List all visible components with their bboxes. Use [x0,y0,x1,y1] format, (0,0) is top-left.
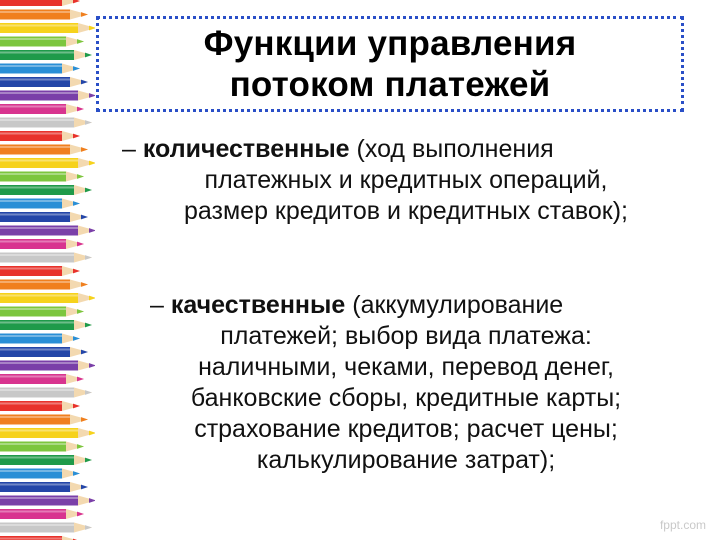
pencil [0,320,92,330]
pencil [0,37,84,47]
pencil [0,482,88,492]
pencil [0,212,88,222]
paragraph-line: страхование кредитов; расчет цены; [194,415,618,443]
paragraph-line: платежных и кредитных операций, [204,166,608,194]
pencil [0,77,88,87]
pencil [0,361,95,371]
pencil [0,307,84,317]
title-frame [96,16,684,112]
pencil [0,455,92,465]
bullet-dash: – [150,291,171,319]
pencil [0,536,80,540]
pencil [0,442,84,452]
watermark: fppt.com [659,518,706,532]
paragraph-text: (аккумулирование [345,291,564,319]
pencil [0,0,80,6]
pencil [0,334,80,344]
pencil [0,64,80,74]
term-qualitative: качественные [170,291,346,319]
paragraph-line [110,290,702,321]
pencil [0,374,84,384]
paragraph-text: (ход выполнения [349,135,554,163]
pencil [0,158,95,168]
qualitative-functions-paragraph [110,290,702,476]
pencil [0,509,84,519]
slide-title-line-1: Функции управления [203,24,577,63]
paragraph-line: платежей; выбор вида платежа: [220,322,592,350]
pencil [0,293,95,303]
pencil [0,280,88,290]
paragraph-line [110,134,702,165]
pencil [0,253,92,263]
pencil [0,50,92,60]
pencil [0,469,80,479]
pencil [0,145,88,155]
pencil [0,347,88,357]
paragraph-line: банковские сборы, кредитные карты; [190,384,622,412]
pencil [0,239,84,249]
colored-pencils-icon [0,0,95,540]
pencil [0,428,95,438]
pencil [0,23,95,33]
pencil [0,185,92,195]
pencil [0,10,88,20]
pencil [0,91,95,101]
paragraph-line: наличными, чеками, перевод денег, [198,353,614,381]
pencil [0,172,84,182]
slide-title-line-2: потоком платежей [229,65,551,104]
pencil [0,199,80,209]
pencil [0,401,80,411]
pencil [0,131,80,141]
paragraph-line: размер кредитов и кредитных ставок); [184,197,628,225]
quantitative-functions-paragraph [110,134,702,227]
pencil [0,118,92,128]
pencil [0,523,92,533]
pencil [0,415,88,425]
paragraph-line: калькулирование затрат); [256,446,556,474]
bullet-dash: – [122,135,143,163]
pencil [0,104,84,114]
pencil [0,226,95,236]
pencil [0,496,95,506]
pencil [0,266,80,276]
term-quantitative: количественные [142,135,350,163]
pencil [0,388,92,398]
